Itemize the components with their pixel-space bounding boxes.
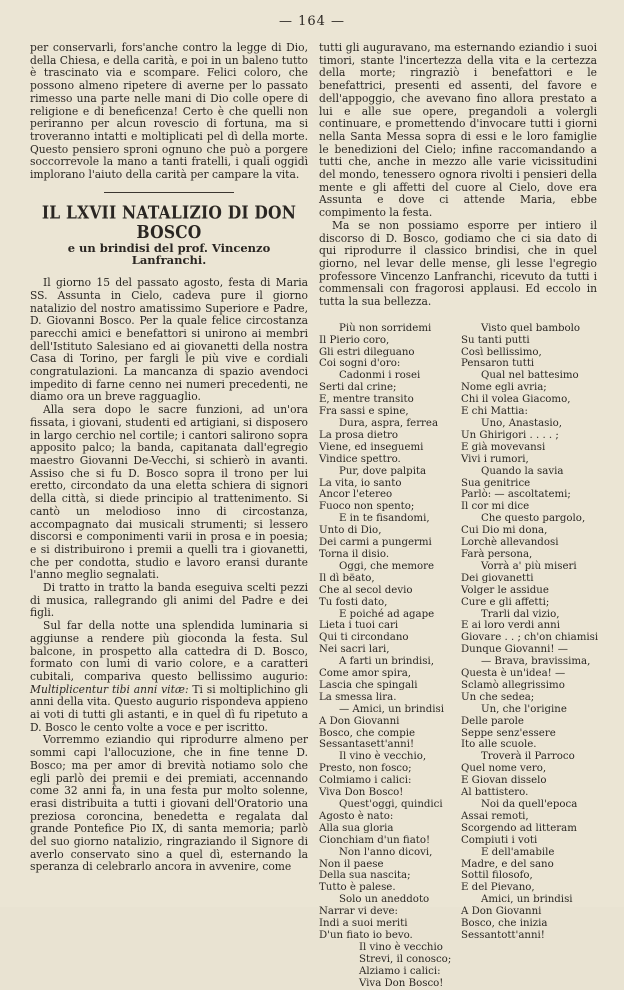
brindisi-poem: [319, 323, 597, 942]
verse-line: E poiché ad agape: [339, 608, 435, 620]
verse-line: Agosto è nato:: [319, 810, 394, 822]
left-column: [30, 42, 308, 874]
verse-line: Cui Dio mi dona,: [461, 525, 548, 537]
verse-line: Uno, Anastasio,: [481, 418, 563, 430]
verse-line: Cadonmi i rosei: [339, 370, 421, 382]
verse-line: Un che sedea;: [461, 691, 535, 703]
verse-line: Non il paese: [319, 858, 384, 870]
verse-line: Strevi, il conosco;: [359, 953, 452, 965]
verse-line: Delle parole: [461, 715, 524, 727]
verse-line: Scorgendo ad litteram: [461, 822, 577, 834]
verse-line: Tu fosti dato,: [319, 596, 388, 608]
paragraph-4-start: Sul far della notte una splendida luminaria si aggiunse a rendere più gioconda la festa. Sul balcone, in prospetto alla cattedra di D. Bosco, formato con lumi di vario colore, e a caratteri cubitali, compariva questo bellissimo augurio:: [30, 619, 308, 683]
verse-line: Lorchè allevandosi: [461, 537, 559, 549]
verse-line: La prosa dietro: [319, 429, 399, 441]
verse-line: Al battistero.: [461, 787, 529, 799]
verse-line: Madre, e del sano: [461, 858, 554, 870]
latin-motto: Multiplicentur tibi anni vitæ:: [30, 682, 189, 696]
page-number: — 164 —: [278, 14, 346, 29]
verse-line: Fuoco non spento;: [319, 501, 415, 513]
verse-line: Il vino è vecchio: [359, 941, 443, 953]
verse-line: Non l'anno dicovi,: [339, 846, 433, 858]
verse-line: — Brava, bravissima,: [481, 656, 591, 668]
verse-line: E Giovan disselo: [461, 775, 547, 787]
poem-column-left: [319, 323, 455, 942]
verse-line: Il dì bëato,: [319, 572, 375, 584]
verse-line: Viva Don Bosco!: [359, 977, 444, 989]
verse-line: Giovare . . ; ch'on chiamisi: [461, 632, 599, 644]
verse-line: D'un fiato io bevo.: [319, 929, 413, 941]
body-paragraph-3: Di tratto in tratto la banda eseguiva scelti pezzi di musica, rallegrando gli animi del Padre e dei figli.: [30, 581, 308, 620]
verse-line: Il Pierio coro,: [319, 334, 390, 346]
verse-line: Chi il volea Giacomo,: [461, 394, 571, 406]
verse-line: Lascia che spingali: [319, 679, 418, 691]
verse-line: Dunque Giovanni! —: [461, 644, 568, 656]
verse-line: Parlò: — ascoltatemi;: [461, 489, 571, 501]
verse-line: A Don Giovanni: [461, 906, 542, 918]
verse-line: Il cor mi dice: [461, 501, 530, 513]
article-title: IL LXVII NATALIZIO DI DON BOSCO: [41, 201, 297, 243]
verse-line: Oggi, che memore: [339, 560, 435, 572]
verse-line: Un, che l'origine: [481, 703, 567, 715]
verse-line: Farà persona,: [461, 548, 533, 560]
verse-line: Della sua nascita;: [319, 870, 411, 882]
verse-line: Vivi i rumori,: [461, 453, 529, 465]
verse-line: E ai loro verdi anni: [461, 620, 561, 632]
poem-intro-paragraph: Ma se non possiamo esporre per intiero il discorso di D. Bosco, godiamo che ci sia dato di qui riprodurre il classico brindisi, che in quel giorno, nel levar delle mense, gli lesse l'egregio professore Vincenzo Lanfranchi, ricevuto da tutti i commensali con fragorosi applausi. Ed eccolo in tutta la sua bellezza.: [319, 218, 597, 309]
verse-line: Sessantott'anni!: [461, 929, 545, 941]
paragraph-4-end: Ti si moltiplichino gli anni della vita. Questo augurio rispondeva appieno ai voti di tutti gli astanti, e in quel dì fu ripetuto a D. Bosco le cento volte a voce e per iscritto.: [30, 682, 308, 734]
verse-line: Tutto è palese.: [319, 882, 396, 894]
verse-line: Che al secol devio: [319, 584, 413, 596]
verse-line: Alziamo i calici:: [359, 965, 441, 977]
body-paragraph-2: Alla sera dopo le sacre funzioni, ad un'ora fissata, i giovani, studenti ed artigiani, si disposero in largo cerchio nel cortile; i cantori salirono sopra apposito palco; la banda, capitanata dall'egregio maestro Giovanni De-Vecchi, si schierò in avanti. Assiso che si fu D. Bosco sopra il trono per lui eretto, circondato da una eletta schiera di signori della città, si diede principio al trattenimento. Si cantò un melodioso inno di circostanza, accompagnato dai musicali strumenti; si lessero discorsi e componimenti varii in prosa e in poesia; e si distribuirono i premii a quelli tra i giovanetti, che per condotta, studio e lavoro eransi durante l'anno meglio segnalati.: [30, 403, 308, 582]
verse-line: E già movevansi: [461, 441, 546, 453]
verse-line: Nome egli avria;: [461, 382, 547, 394]
verse-line: Gli estri dileguano: [319, 346, 415, 358]
verse-line: Bosco, che compie: [319, 727, 416, 739]
verse-line: Dei giovanetti: [461, 572, 534, 584]
verse-line: Più non sorridemi: [339, 322, 432, 334]
verse-line: Colmiamo i calici:: [319, 775, 412, 787]
body-paragraph-1: Il giorno 15 del passato agosto, festa di Maria SS. Assunta in Cielo, cadeva pure il giorno natalizio del nostro amatissimo Superiore e Padre, D. Giovanni Bosco. Per la quale felice circostanza parecchi amici e benefattori si unirono ai membri dell'Istituto Salesiano ed ai giovanetti della nostra Casa di Torino, per fargli le più vive e cordiali congratulazioni. La mancanza di spazio avendoci impedito di farne cenno nei numeri precedenti, ne diamo ora un breve ragguaglio.: [30, 276, 308, 404]
verse-line: Assai remoti,: [461, 810, 529, 822]
verse-line: Questa è un'idea! —: [461, 668, 566, 680]
verse-line: A Don Giovanni: [319, 715, 400, 727]
verse-line: Ito alle scuole.: [461, 739, 537, 751]
verse-line: E dell'amabile: [481, 846, 555, 858]
verse-line: Torna il disio.: [319, 548, 390, 560]
intro-paragraph: per conservarli, fors'anche contro la legge di Dio, della Chiesa, e della carità, e poi in un baleno tutto è trascinato via e scompare. Felici coloro, che possono almeno ripetere di averne per lo passato rimesso una parte nelle mani di Dio colle opere di religione e di beneficenza! Certo è che quelli non periranno per alcun rovescio di fortuna, ma si troveranno intatti e moltiplicati pel dì della morte. Questo pensiero sproni ognuno che può a porgere soccorrevole la mano a tanti fratelli, i quali oggidì implorano l'aiuto della carità per campare la vita.: [30, 41, 308, 182]
verse-line: Presto, non fosco;: [319, 763, 412, 775]
verse-line: Compiuti i voti: [461, 834, 538, 846]
verse-line: Vindice spettro.: [319, 453, 401, 465]
verse-line: E in te fisandomi,: [339, 513, 430, 525]
verse-line: La vita, io santo: [319, 477, 402, 489]
verse-line: Fra sassi e spine,: [319, 406, 409, 418]
verse-line: — Amici, un brindisi: [339, 703, 444, 715]
verse-line: Dura, aspra, ferrea: [339, 418, 439, 430]
verse-line: Narrar vi deve:: [319, 906, 398, 918]
verse-line: Volger le assidue: [461, 584, 549, 596]
verse-line: Viva Don Bosco!: [319, 787, 404, 799]
verse-line: E del Pievano,: [461, 882, 535, 894]
verse-line: Cure e gli affetti;: [461, 596, 550, 608]
verse-line: Pur, dove palpita: [339, 465, 427, 477]
verse-line: Viene, ed inseguemi: [319, 441, 424, 453]
article-subtitle: e un brindisi del prof. Vincenzo Lanfranchi.: [67, 240, 271, 268]
verse-line: Pensaron tutti: [461, 358, 535, 370]
verse-line: Su tanti putti: [461, 334, 530, 346]
verse-line: Ancor l'etereo: [319, 489, 393, 501]
verse-line: Lieta i tuoi cari: [319, 620, 399, 632]
verse-line: Unto di Dio,: [319, 525, 382, 537]
verse-line: A farti un brindisi,: [339, 656, 434, 668]
verse-line: Indi a suoi meriti: [319, 918, 408, 930]
verse-line: Un Ghirigori . . . . ;: [461, 429, 559, 441]
verse-line: Sottil filosofo,: [461, 870, 533, 882]
verse-line: E chi Mattia:: [461, 406, 528, 418]
verse-line: Noi da quell'epoca: [481, 799, 578, 811]
verse-line: Coi sogni d'oro:: [319, 358, 401, 370]
verse-line: Amici, un brindisi: [481, 894, 573, 906]
verse-line: Quel nome vero,: [461, 763, 547, 775]
verse-line: Quando la savia: [481, 465, 564, 477]
verse-line: Come amor spira,: [319, 668, 412, 680]
verse-line: Troverà il Parroco: [481, 751, 575, 763]
body-paragraph-5: Vorremmo eziandio qui riprodurre almeno per sommi capi l'allocuzione, che in fine tenne D. Bosco; ma per amor di brevità notiamo solo che egli parlò dei premii e dei premiati, accennando come 32 anni fa, in una festa pur molto solenne, erasi distribuita a tutti i giovani dell'Oratorio una preziosa coroncina, benedetta e regalata dal grande Pontefice Pio IX, di santa memoria; parlò del suo giorno natalizio, ringraziando il Signore di averlo conservato sino a quel dì, esternando la speranza di celebrarlo ancora in avvenire, come: [30, 733, 308, 874]
verse-line: Cionchiam d'un fiato!: [319, 834, 431, 846]
verse-line: Visto quel bambolo: [481, 322, 581, 334]
verse-line: Che questo pargolo,: [481, 513, 586, 525]
verse-line: Bosco, che inizia: [461, 918, 548, 930]
verse-line: Seppe senz'essere: [461, 727, 556, 739]
verse-line: Quest'oggi, quindici: [339, 799, 443, 811]
verse-line: Il vino è vecchio,: [339, 751, 427, 763]
right-column: [319, 42, 597, 990]
poem-closing-stanza: [319, 942, 597, 990]
verse-line: Alla sua gloria: [319, 822, 394, 834]
verse-line: Sclamò allegrissimo: [461, 679, 565, 691]
continued-paragraph: tutti gli auguravano, ma esternando eziandio i suoi timori, stante l'incertezza della vita e la certezza della morte; ringraziò i benefattori e le benefattrici, presenti ed assenti, del favore e dell'appoggio, che avevano fino allora prestato a lui e alle sue opere, pregandoli a volergli continuare, e promettendo d'invocare tutti i giorni nella Santa Messa sopra di essi e le loro famiglie le benedizioni del Cielo; infine raccomandando a tutti che, anche in mezzo alle varie vicissitudini del mondo, tenessero ognora rivolti i pensieri della mente e gli affetti del cuore al Cielo, dove era Assunta e dove ci attende Maria, ebbe compimento la festa.: [319, 41, 597, 220]
verse-line: Dei carmi a pungermi: [319, 537, 432, 549]
verse-line: Sua genitrice: [461, 477, 531, 489]
verse-line: Solo un aneddoto: [339, 894, 430, 906]
verse-line: La smessa lira.: [319, 691, 397, 703]
body-paragraph-4: [30, 620, 308, 734]
verse-line: Trarli dal vizio,: [481, 608, 560, 620]
verse-line: Qual nel battesimo: [481, 370, 579, 382]
poem-column-right: [461, 323, 597, 942]
verse-line: Qui ti circondano: [319, 632, 409, 644]
verse-line: Serti dal crine;: [319, 382, 397, 394]
section-divider: [104, 192, 234, 193]
verse-line: Così bellissimo,: [461, 346, 542, 358]
verse-line: E, mentre transito: [319, 394, 414, 406]
verse-line: Vorrà a' più miseri: [481, 560, 577, 572]
verse-line: Sessantasett'anni!: [319, 739, 415, 751]
verse-line: Nei sacri lari,: [319, 644, 390, 656]
